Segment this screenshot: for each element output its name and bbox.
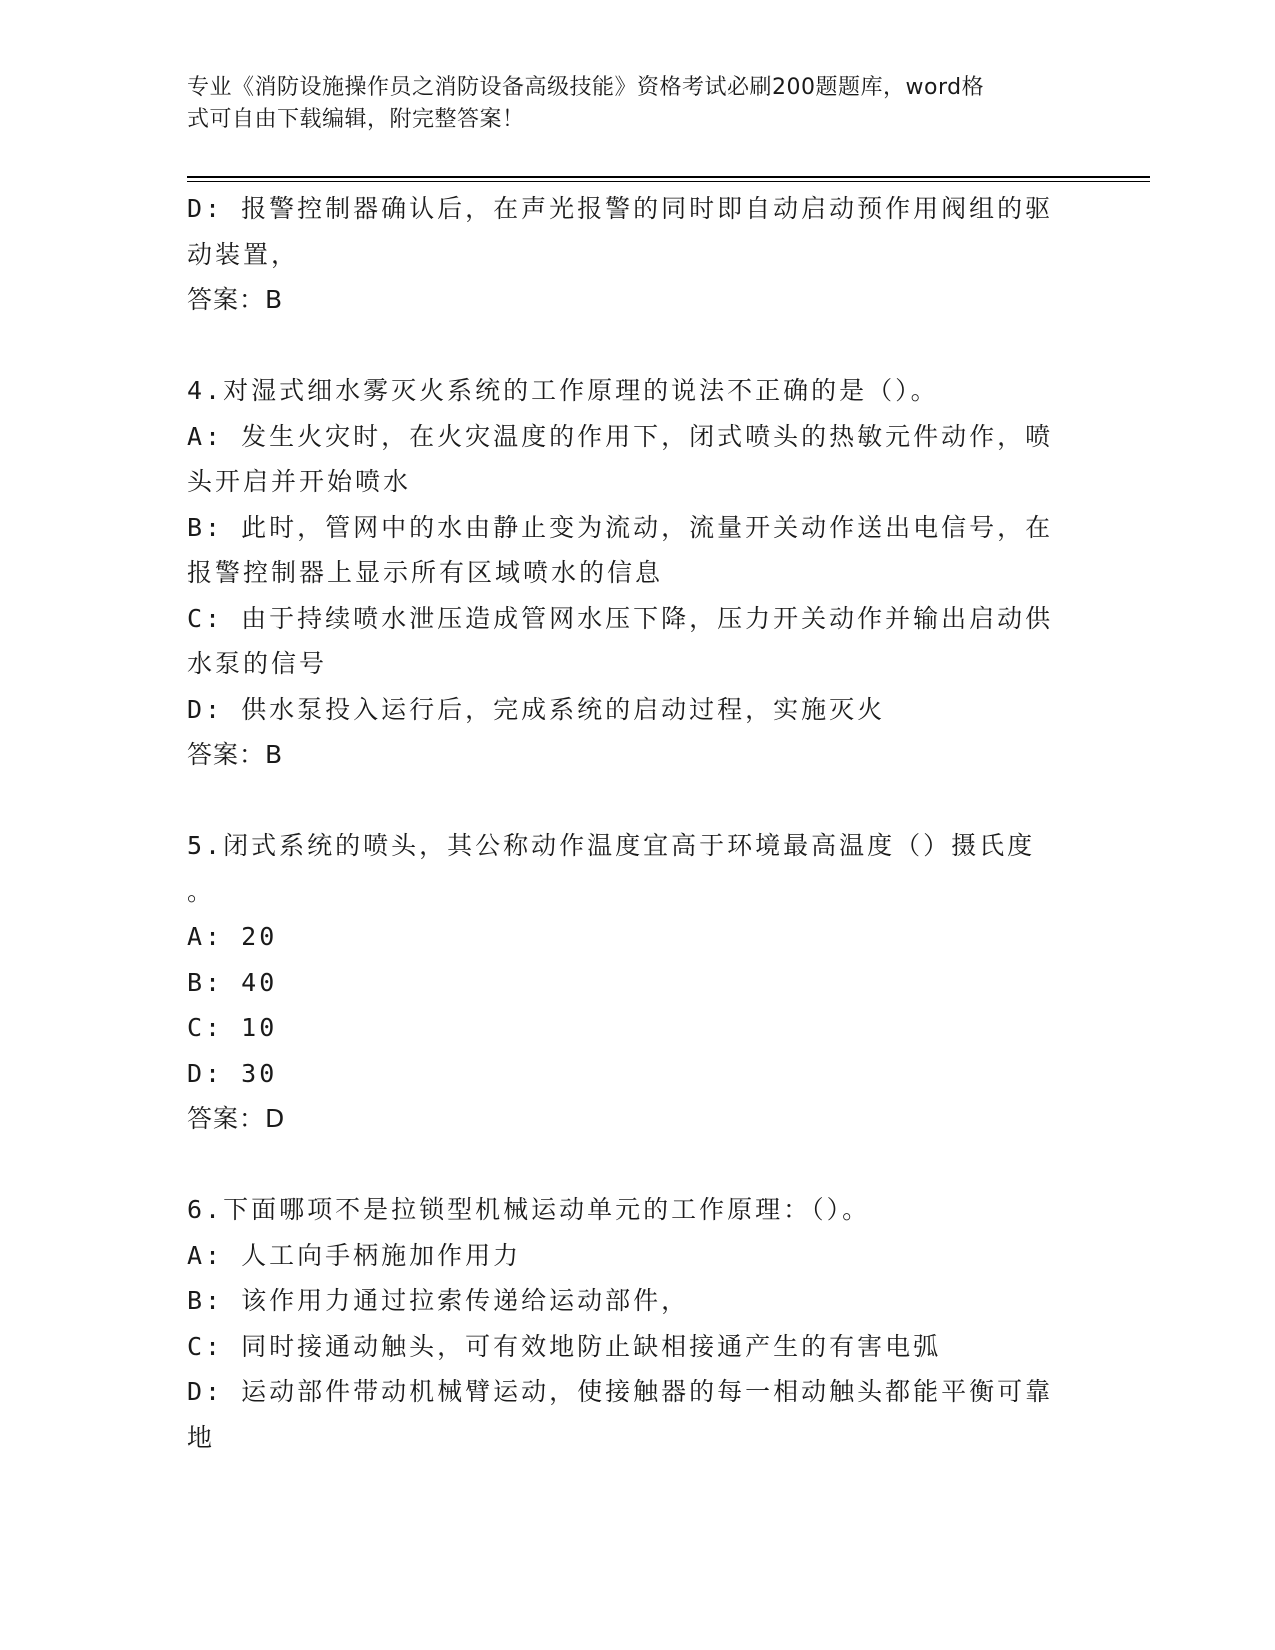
q6-option-b: B: 该作用力通过拉索传递给运动部件， xyxy=(187,1286,690,1315)
q5-option-d: D: 30 xyxy=(187,1058,278,1088)
q5-option-b: B: 40 xyxy=(187,967,278,997)
q5-option-c: C: 10 xyxy=(187,1013,278,1042)
header-line-1: 专业《消防设施操作员之消防设备高级技能》资格考试必刷200题题库，word格 xyxy=(187,75,985,100)
q6-option-a: A: 人工向手柄施加作用力 xyxy=(187,1240,522,1270)
q5-stem-line-1: 5.闭式系统的喷头，其公称动作温度宜高于环境最高温度（）摄氏度 xyxy=(187,831,1036,860)
header-line-2: 式可自由下载编辑，附完整答案！ xyxy=(187,107,525,132)
question-content xyxy=(187,186,1077,1460)
q3-option-d-line-1: D: 报警控制器确认后，在声光报警的同时即自动启动预作用阀组的驱 xyxy=(187,194,1054,223)
question-5 xyxy=(187,823,1077,1142)
q4-option-b-line-1: B: 此时，管网中的水由静止变为流动，流量开关动作送出电信号，在 xyxy=(187,512,1054,542)
q4-option-b-line-2: 报警控制器上显示所有区域喷水的信息 xyxy=(187,558,664,587)
question-3-continued xyxy=(187,186,1077,323)
header-divider-thick xyxy=(187,176,1150,178)
document-header xyxy=(187,72,1067,136)
question-6 xyxy=(187,1187,1077,1460)
header-divider-thin xyxy=(187,181,1150,182)
q3-answer: 答案：B xyxy=(187,285,284,314)
spacer xyxy=(187,323,1077,369)
q6-option-d-line-2: 地 xyxy=(187,1422,216,1452)
q4-stem: 4.对湿式细水雾灭火系统的工作原理的说法不正确的是（）。 xyxy=(187,376,939,405)
q6-option-c: C: 同时接通动触头，可有效地防止缺相接通产生的有害电弧 xyxy=(187,1331,942,1361)
q4-option-c-line-1: C: 由于持续喷水泄压造成管网水压下降，压力开关动作并输出启动供 xyxy=(187,603,1054,633)
spacer xyxy=(187,1142,1077,1188)
q4-option-d: D: 供水泵投入运行后，完成系统的启动过程，实施灭火 xyxy=(187,694,886,724)
q6-stem: 6.下面哪项不是拉锁型机械运动单元的工作原理：（）。 xyxy=(187,1195,871,1224)
q6-option-d-line-1: D: 运动部件带动机械臂运动，使接触器的每一相动触头都能平衡可靠 xyxy=(187,1377,1054,1406)
q3-option-d-line-2: 动装置， xyxy=(187,239,300,269)
q4-option-a-line-2: 头开启并开始喷水 xyxy=(187,467,412,496)
question-4 xyxy=(187,368,1077,778)
q4-option-a-line-1: A: 发生火灾时，在火灾温度的作用下，闭式喷头的热敏元件动作，喷 xyxy=(187,421,1054,451)
q5-option-a: A: 20 xyxy=(187,922,278,951)
spacer xyxy=(187,778,1077,824)
q5-answer: 答案：D xyxy=(187,1104,286,1133)
q4-answer: 答案：B xyxy=(187,740,284,769)
q5-stem-line-2: 。 xyxy=(187,876,216,906)
q4-option-c-line-2: 水泵的信号 xyxy=(187,649,328,678)
